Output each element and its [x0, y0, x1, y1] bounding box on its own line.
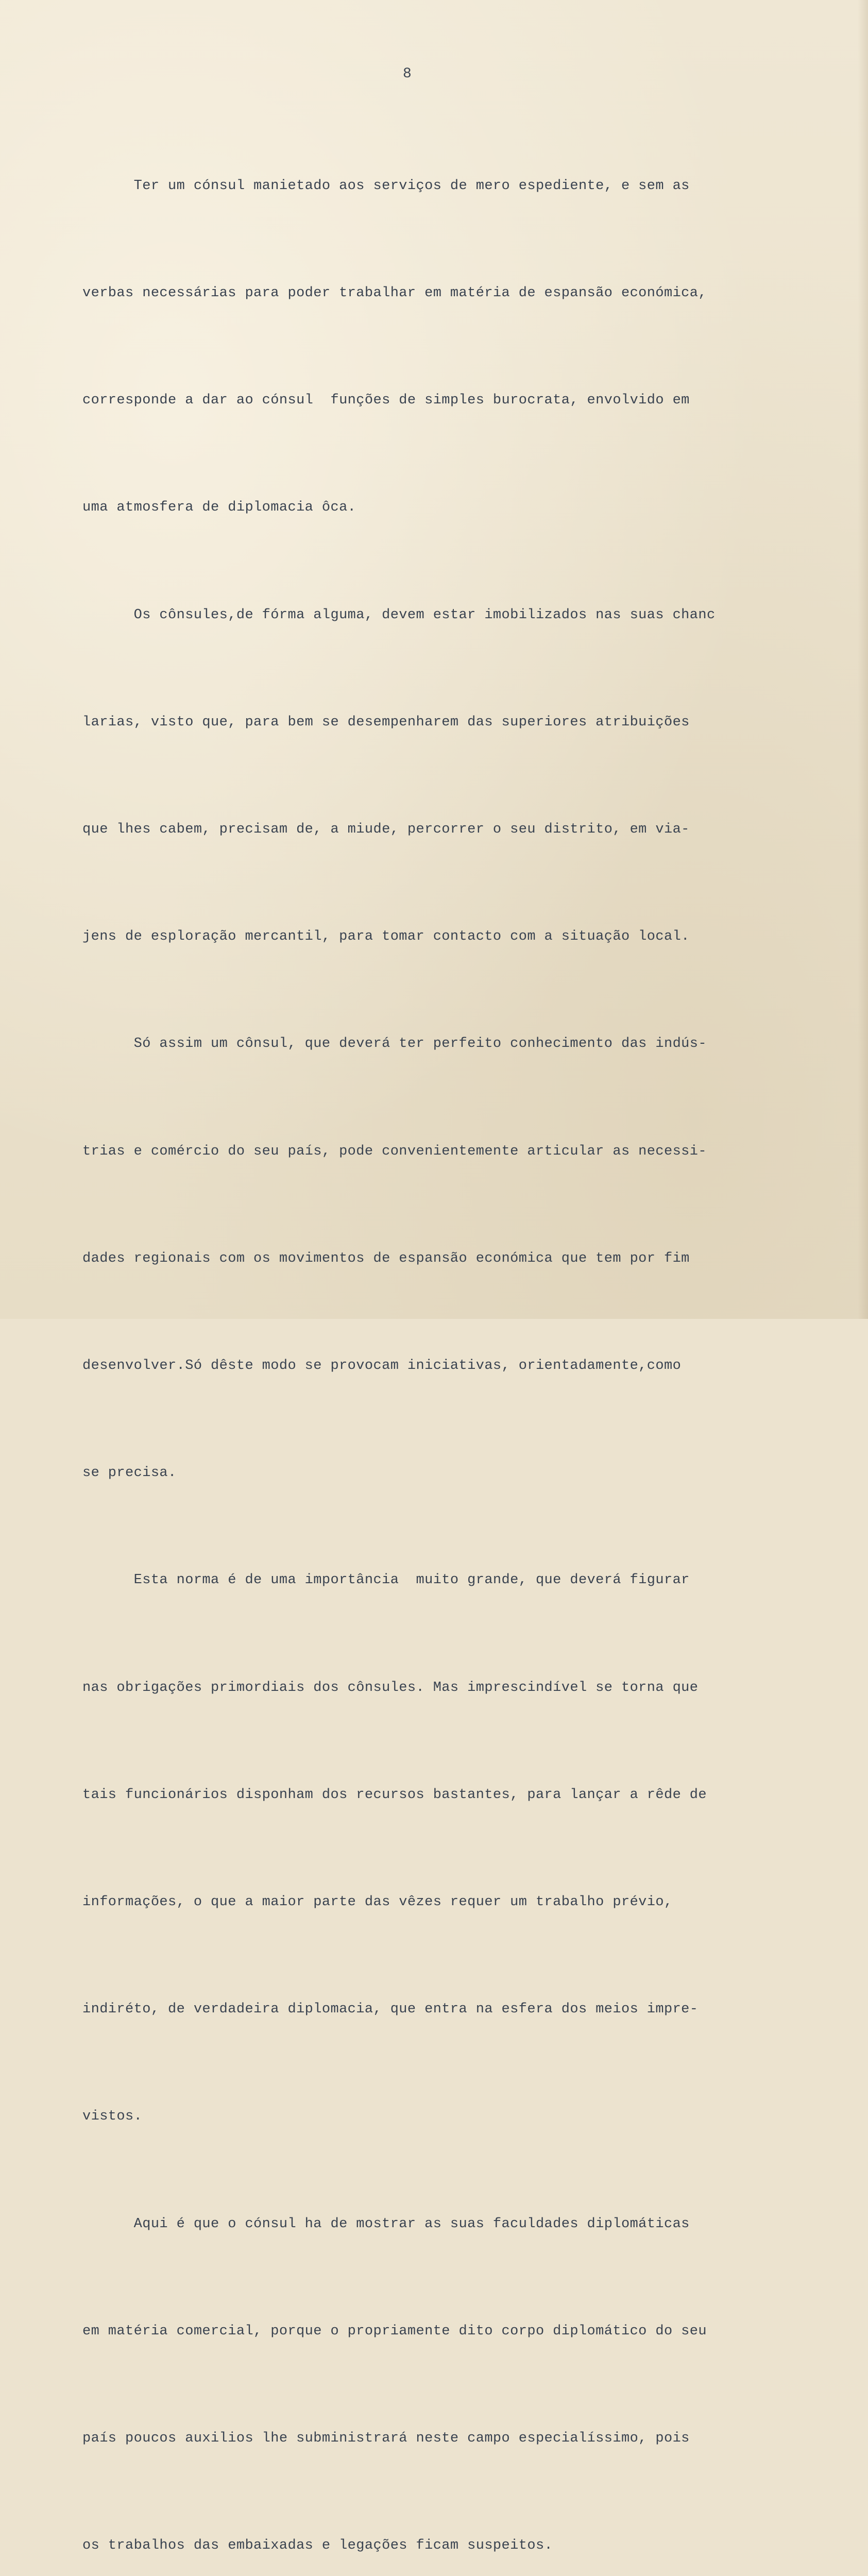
page-edge-shadow [858, 0, 868, 1319]
text-line: nas obrigações primordiais dos cônsules. Mas imprescindível se torna que [82, 1680, 699, 1696]
text-line: indiréto, de verdadeira diplomacia, que entra na esfera dos meios impre- [82, 2002, 699, 2018]
text-line: desenvolver.Só dêste modo se provocam iniciativas, orientadamente,como [82, 1358, 682, 1374]
page-number: 8 [403, 66, 412, 82]
text-line: em matéria comercial, porque o propriamente dito corpo diplomático do seu [82, 2323, 707, 2339]
text-line: jens de esploração mercantil, para tomar contacto com a situação local. [82, 929, 690, 945]
text-line: se precisa. [82, 1465, 177, 1481]
body-text [82, 97, 840, 2576]
text-line: que lhes cabem, precisam de, a miude, percorrer o seu distrito, em via- [82, 822, 690, 838]
text-line: informações, o que a maior parte das vêzes requer um trabalho prévio, [82, 1894, 673, 1910]
text-line: Aqui é que o cónsul ha de mostrar as suas faculdades diplomáticas [82, 2216, 690, 2232]
text-line: corresponde a dar ao cónsul funções de simples burocrata, envolvido em [82, 393, 690, 409]
text-line: trias e comércio do seu país, pode convenientemente articular as necessi- [82, 1143, 707, 1159]
text-line: uma atmosfera de diplomacia ôca. [82, 500, 356, 516]
text-line: Os cônsules,de fórma alguma, devem estar imobilizados nas suas chanc [82, 607, 716, 623]
text-line: dades regionais com os movimentos de espansão económica que tem por fim [82, 1250, 690, 1266]
text-line: verbas necessárias para poder trabalhar em matéria de espansão económica, [82, 285, 707, 301]
text-line: país poucos auxilios lhe subministrará neste campo especialíssimo, pois [82, 2431, 690, 2447]
text-line: tais funcionários disponham dos recursos bastantes, para lançar a rêde de [82, 1787, 707, 1803]
text-line: vistos. [82, 2109, 143, 2125]
text-line: Esta norma é de uma importância muito grande, que deverá figurar [82, 1572, 690, 1588]
text-line: larias, visto que, para bem se desempenharem das superiores atribuições [82, 714, 690, 730]
text-line: Só assim um cônsul, que deverá ter perfeito conhecimento das indús- [82, 1036, 707, 1052]
text-line: Ter um cónsul manietado aos serviços de mero espediente, e sem as [82, 178, 690, 194]
text-line: os trabalhos das embaixadas e legações ficam suspeitos. [82, 2538, 553, 2554]
